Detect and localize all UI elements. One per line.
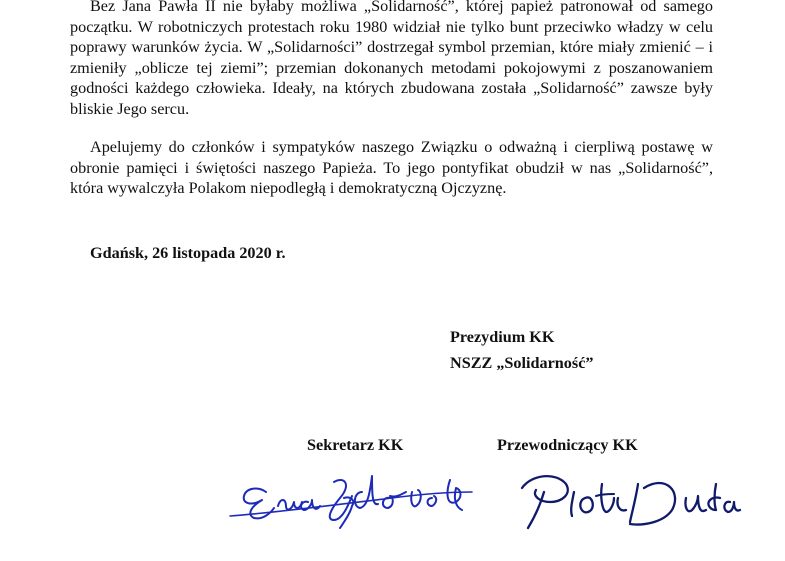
chairman-signature: [510, 462, 742, 536]
presidium-title: Prezydium KK: [450, 328, 555, 346]
body-paragraph-1: Bez Jana Pawła II nie byłaby możliwa „Solidarność”, której papież patronował od samego początku. W robotniczych protestach roku 1980 widział nie tylko bunt przeciwko władzy w celu poprawy warunków życia. W „Solidarności” dostrzegał symbol przemian, które miały zmienić – i zmieniły „oblicze tej ziemi”; przemian dokonanych metodami pokojowymi z poszanowaniem godności każdego człowieka. Ideały, na których zbudowana została „Solidarność” zawsze były bliskie Jego sercu.: [70, 0, 713, 118]
chairman-role: Przewodniczący KK: [497, 436, 638, 454]
place-date: Gdańsk, 26 listopada 2020 r.: [90, 244, 286, 262]
secretary-role: Sekretarz KK: [307, 436, 404, 454]
presidium-organization: NSZZ „Solidarność”: [450, 354, 594, 372]
secretary-signature-drawing: [222, 462, 480, 532]
secretary-signature: [222, 462, 480, 532]
chairman-signature-drawing: [510, 462, 742, 536]
body-paragraph-2: Apelujemy do członków i sympatyków naszego Związku o odważną i cierpliwą postawę w obronie pamięci i świętości naszego Papieża. To jego pontyfikat obudził w nas „Solidarność”, która wywalczyła Polakom niepodległą i demokratyczną Ojczyznę.: [70, 138, 713, 197]
